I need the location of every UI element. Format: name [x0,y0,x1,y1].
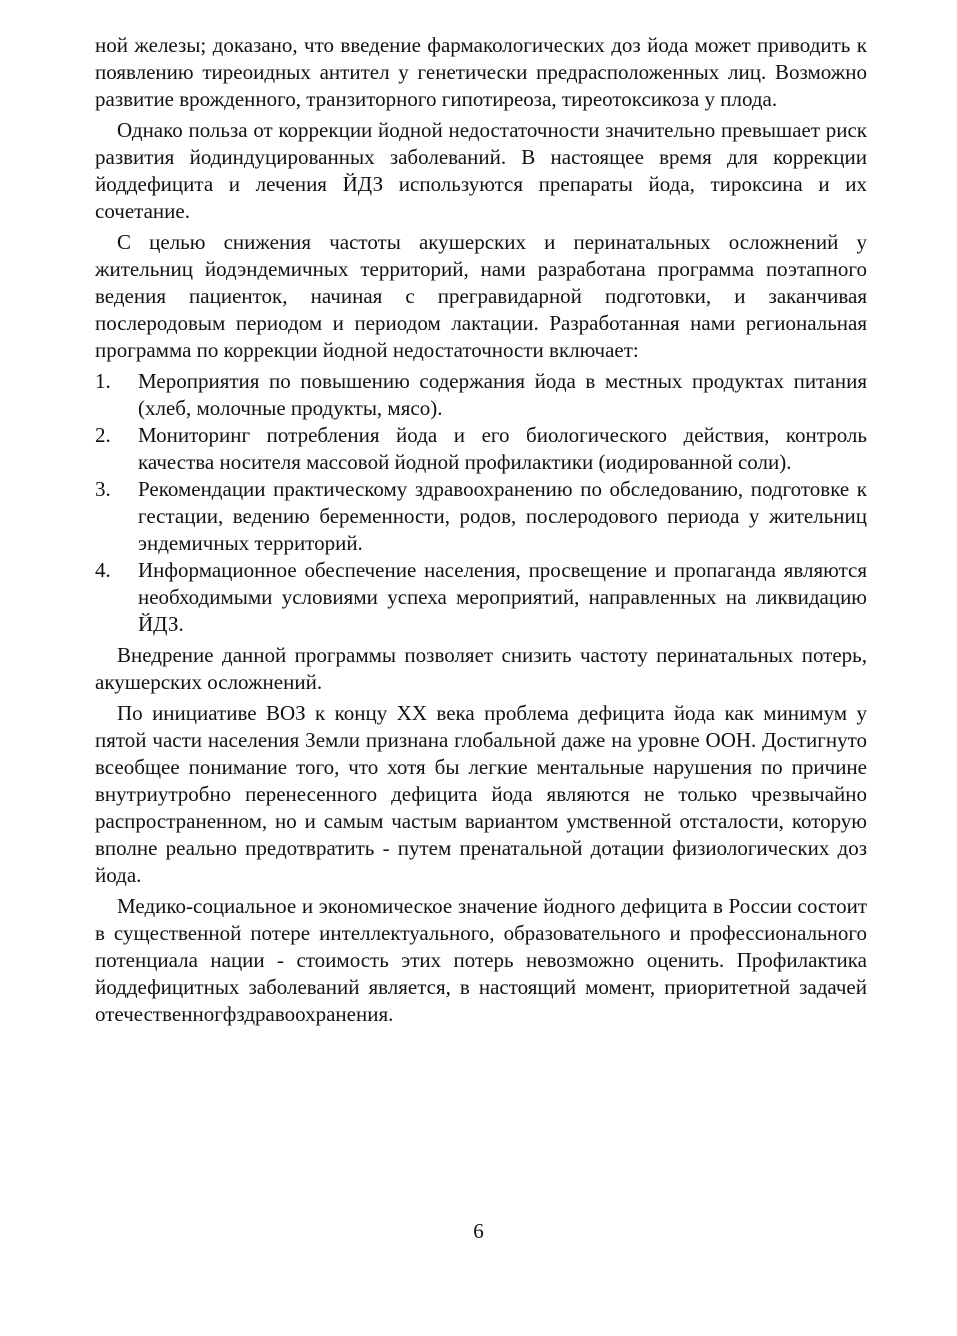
paragraph-who-initiative: По инициативе ВОЗ к концу XX века проблема дефицита йода как минимум у пятой части населения Земли признана глобальной даже на уровне ООН. Достигнуто всеобщее понимание того, что хотя бы легкие ментальные нарушения по причине внутриутробно перенесенного дефицита йода являются не только чрезвычайно распространенном, но и самым частым вариантом умственной отсталости, которую вполне реально предотвратить - путем пренатальной дотации физиологических доз йода. [95,701,867,887]
list-item [95,368,867,422]
list-item-number: 4. [95,558,111,582]
paragraph-program-intro: С целью снижения частоты акушерских и перинатальных осложнений у жительниц йодэндемичных территорий, нами разработана программа поэтапного ведения пациенток, начиная с прегравидарной подготовки, и заканчивая послеродовым периодом и периодом лактации. Разработанная нами региональная программа по коррекции йодной недостаточности включает: [95,230,867,362]
list-item [95,476,867,557]
paragraph-benefit: Однако польза от коррекции йодной недостаточности значительно превышает риск развития йодиндуцированных заболеваний. В настоящее время для коррекции йоддефицита и лечения ЙДЗ используются препараты йода, тироксина и их сочетание. [95,118,867,223]
paragraph-program-effect: Внедрение данной программы позволяет снизить частоту перинатальных потерь, акушерских осложнений. [95,643,867,694]
paragraph-social-significance: Медико-социальное и экономическое значение йодного дефицита в России состоит в существенной потере интеллектуального, образовательного и профессионального потенциала нации - стоимость этих потерь невозможно оценить. Профилактика йоддефицитных заболеваний является, в настоящий момент, приоритетной задачей отечественногфздравоохранения. [95,894,867,1026]
list-item-number: 1. [95,369,111,393]
list-item-text: Информационное обеспечение населения, просвещение и пропаганда являются необходимыми условиями успеха мероприятий, направленных на ликвидацию ЙДЗ. [138,558,867,636]
page-content [95,32,867,1032]
page-number: 6 [473,1219,484,1243]
list-item-text: Рекомендации практическому здравоохранению по обследованию, подготовке к гестации, ведению беременности, родов, послеродового периода у жительниц эндемичных территорий. [138,477,867,555]
list-item-text: Мониторинг потребления йода и его биологического действия, контроль качества носителя массовой йодной профилактики (иодированной соли). [138,423,867,474]
list-item [95,557,867,638]
program-list [95,368,867,638]
list-item-text: Мероприятия по повышению содержания йода в местных продуктах питания (хлеб, молочные продукты, мясо). [138,369,867,420]
paragraph-continuation: ной железы; доказано, что введение фармакологических доз йода может приводить к появлению тиреоидных антител у генетически предрасположенных лиц. Возможно развитие врожденного, транзиторного гипотиреоза, тиреотоксикоза у плода. [95,33,867,111]
list-item-number: 2. [95,423,111,447]
list-item-number: 3. [95,477,111,501]
list-item [95,422,867,476]
